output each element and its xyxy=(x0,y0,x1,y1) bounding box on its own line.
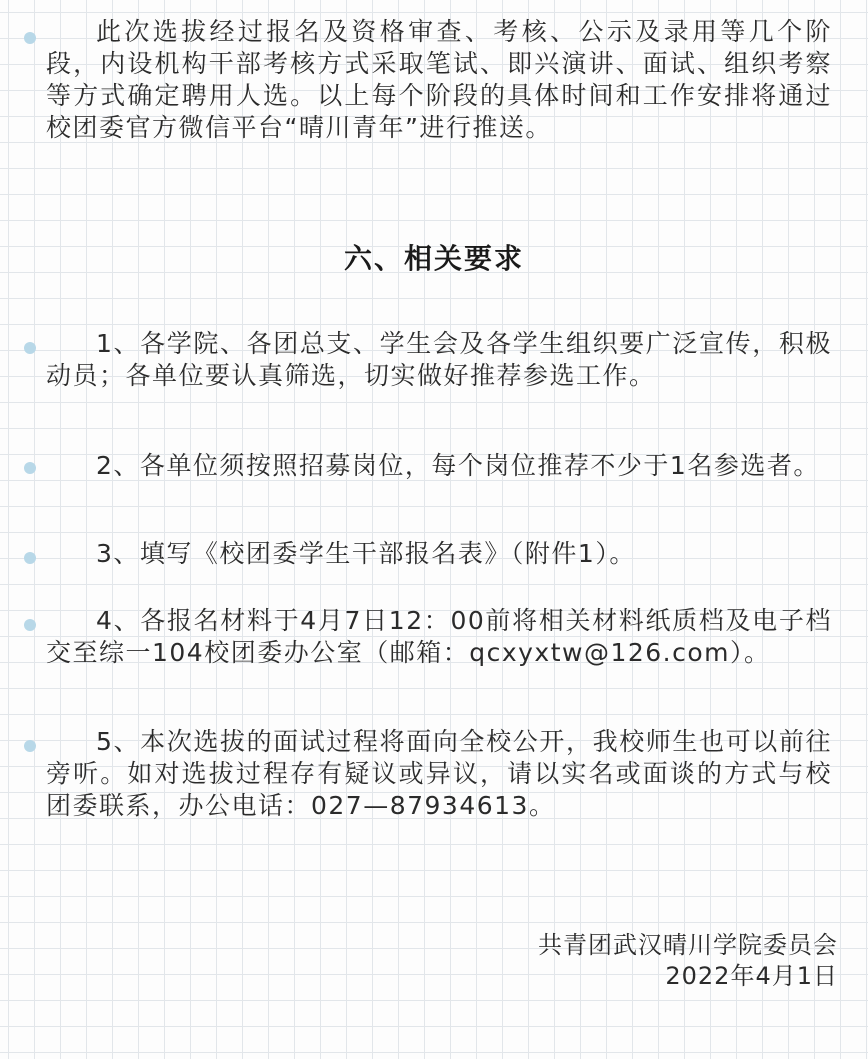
signature-block xyxy=(538,930,838,992)
signature-organization: 共青团武汉晴川学院委员会 xyxy=(538,931,838,959)
requirement-item-5: 5、本次选拔的面试过程将面向全校公开，我校师生也可以前往旁听。如对选拔过程存有疑议或异议，请以实名或面谈的方式与校团委联系，办公电话：027—87934613。 xyxy=(46,727,832,820)
section-heading: 六、相关要求 xyxy=(343,242,524,275)
bullet-dot xyxy=(24,342,36,354)
bullet-dot xyxy=(24,32,36,44)
requirement-item-2: 2、各单位须按照招募岗位，每个岗位推荐不少于1名参选者。 xyxy=(96,451,820,480)
requirement-item-1: 1、各学院、各团总支、学生会及各学生组织要广泛宣传，积极动员；各单位要认真筛选，切实做好推荐参选工作。 xyxy=(46,329,832,390)
intro-paragraph: 此次选拔经过报名及资格审查、考核、公示及录用等几个阶段，内设机构干部考核方式采取笔试、即兴演讲、面试、组织考察等方式确定聘用人选。以上每个阶段的具体时间和工作安排将通过校团委官方微信平台“晴川青年”进行推送。 xyxy=(46,17,832,142)
bullet-dot xyxy=(24,552,36,564)
bullet-dot xyxy=(24,462,36,474)
signature-date: 2022年4月1日 xyxy=(665,962,838,990)
requirement-item-3: 3、填写《校团委学生干部报名表》（附件1）。 xyxy=(96,539,636,568)
bullet-dot xyxy=(24,619,36,631)
requirement-item-4: 4、各报名材料于4月7日12：00前将相关材料纸质档及电子档交至综一104校团委办公室（邮箱：qcxyxtw@126.com）。 xyxy=(46,606,832,667)
bullet-dot xyxy=(24,740,36,752)
